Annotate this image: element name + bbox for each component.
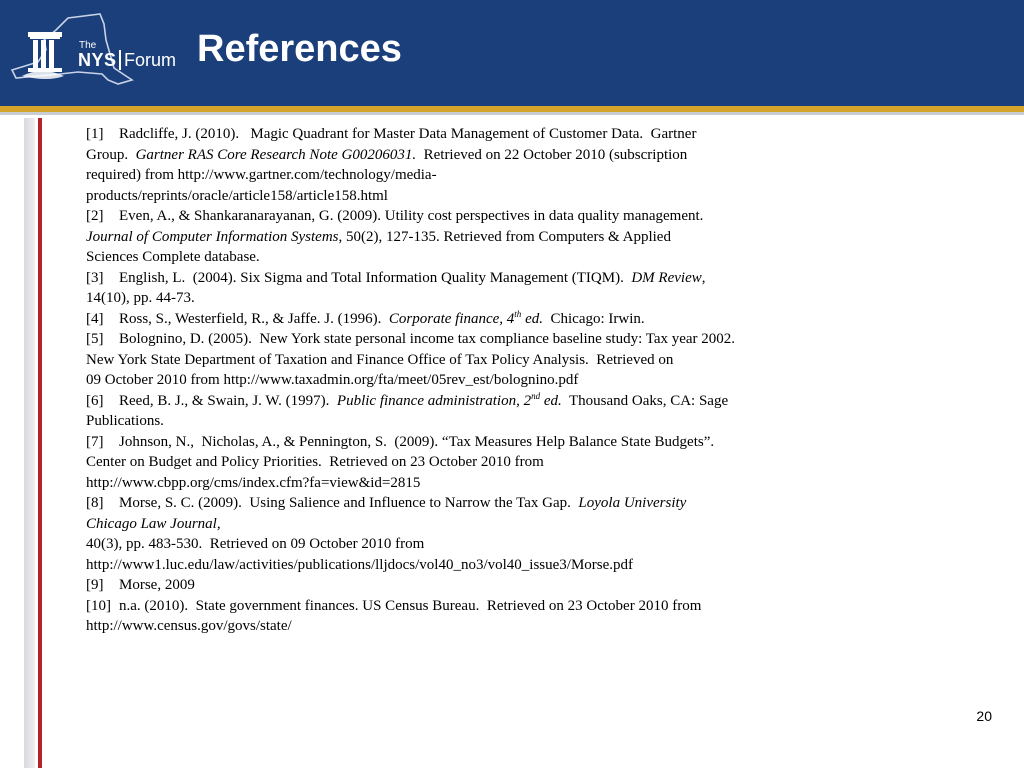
reference-text: Sciences Complete database. (86, 249, 260, 265)
reference-line (86, 514, 846, 535)
reference-line (86, 473, 846, 494)
reference-text: n.a. (2010). State government finances. US Census Bureau. Retrieved on 23 October 2010 from (119, 597, 702, 614)
reference-line (86, 616, 846, 637)
reference-text: Group. (86, 146, 136, 163)
reference-text: Morse, 2009 (119, 577, 195, 593)
reference-item (86, 309, 846, 330)
reference-italic-text: Loyola University (578, 495, 687, 511)
reference-italic-text: Journal of Computer Information Systems (86, 228, 339, 245)
reference-text: http://www.cbpp.org/cms/index.cfm?fa=view&id=2815 (86, 474, 421, 491)
reference-text: , (216, 515, 221, 532)
logo-text-the: The (79, 40, 97, 51)
reference-line (86, 165, 846, 186)
reference-line (86, 411, 846, 432)
reference-text: http://www1.luc.edu/law/activities/publications/lljdocs/vol40_no3/vol40_issue3/Morse.pdf (86, 556, 634, 573)
reference-text: 14(10), pp. 44-73. (86, 290, 195, 306)
reference-text: Chicago: Irwin. (542, 310, 645, 327)
reference-text: Even, A., & Shankaranarayanan, G. (2009). Utility cost perspectives in data quality management. (119, 208, 704, 224)
reference-item (86, 124, 846, 206)
reference-number: [3] (86, 269, 104, 286)
reference-text: Publications. (86, 413, 164, 429)
reference-line (86, 534, 846, 555)
reference-line (119, 270, 705, 286)
reference-line (119, 126, 696, 142)
reference-line (119, 390, 729, 409)
reference-line (86, 186, 846, 207)
reference-item (86, 268, 846, 309)
reference-text: Retrieved on 22 October 2010 (subscription (416, 146, 688, 163)
reference-italic-text: th (514, 308, 522, 319)
reference-text: required) from http://www.gartner.com/technology/media- (86, 167, 437, 183)
reference-text: 09 October 2010 from http://www.taxadmin.org/fta/meet/05rev_est/bolognino.pdf (86, 372, 579, 388)
reference-text: English, L. (2004). Six Sigma and Total Information Quality Management (TIQM). (119, 269, 632, 286)
reference-line (119, 577, 195, 593)
reference-item (86, 493, 846, 575)
reference-text: Morse, S. C. (2009). Using Salience and Influence to Narrow the Tax Gap. (119, 495, 579, 511)
reference-line (86, 452, 846, 473)
reference-text: Center on Budget and Policy Priorities. Retrieved on 23 October 2010 from (86, 454, 544, 470)
left-decor-bar (24, 118, 35, 768)
reference-italic-text: Public finance administration, 2 (336, 392, 532, 409)
reference-line (119, 434, 714, 450)
reference-line (119, 495, 686, 511)
reference-item (86, 329, 846, 391)
header-banner (0, 0, 1024, 106)
reference-text: , (701, 269, 706, 286)
reference-item (86, 596, 846, 637)
reference-text: Radcliffe, J. (2010). Magic Quadrant for Master Data Management of Customer Data. Gartner (119, 126, 697, 142)
reference-italic-text: ed. (540, 392, 562, 409)
reference-number: [5] (86, 331, 104, 347)
reference-line (119, 598, 701, 614)
reference-italic-text: Chicago Law Journal (86, 515, 217, 532)
reference-italic-text: Corporate finance, 4 (388, 310, 515, 327)
reference-number: [1] (86, 126, 104, 142)
reference-italic-text: Gartner RAS Core Research Note G00206031. (135, 146, 417, 163)
header-rule (0, 112, 1024, 115)
reference-text: http://www.census.gov/govs/state/ (86, 618, 292, 634)
reference-item (86, 206, 846, 268)
logo-divider (119, 50, 121, 70)
reference-number: [7] (86, 433, 104, 450)
left-red-rule (38, 118, 42, 768)
reference-line (86, 227, 846, 248)
reference-number: [6] (86, 392, 104, 409)
page-number: 20 (976, 708, 992, 724)
reference-line (86, 555, 846, 576)
reference-text: products/reprints/oracle/article158/article158.html (86, 187, 388, 204)
reference-line (86, 145, 846, 166)
reference-line (119, 208, 703, 224)
reference-line (119, 331, 735, 347)
reference-text: 40(3), pp. 483-530. Retrieved on 09 October 2010 from (86, 536, 425, 552)
reference-number: [9] (86, 577, 104, 593)
reference-text: Reed, B. J., & Swain, J. W. (1997). (119, 392, 337, 409)
reference-item (86, 391, 846, 432)
reference-text: Ross, S., Westerfield, R., & Jaffe. J. (1996). (119, 310, 389, 327)
reference-item (86, 575, 846, 596)
reference-number: [10] (86, 597, 111, 614)
reference-italic-text: nd (531, 390, 541, 401)
reference-text: New York State Department of Taxation and Finance Office of Tax Policy Analysis. Retrieved on (86, 351, 674, 368)
slide-title: References (197, 28, 402, 70)
reference-italic-text: ed. (521, 310, 543, 327)
reference-item (86, 432, 846, 494)
nys-forum-logo (8, 10, 178, 96)
references-list (86, 124, 846, 637)
reference-line (86, 370, 846, 391)
reference-line (119, 308, 645, 327)
reference-line (86, 350, 846, 371)
reference-text: Thousand Oaks, CA: Sage (561, 392, 729, 409)
reference-number: [8] (86, 495, 104, 511)
reference-number: [4] (86, 310, 104, 327)
reference-line (86, 247, 846, 268)
reference-italic-text: DM Review (631, 269, 702, 286)
reference-number: [2] (86, 208, 104, 224)
logo-text-forum: Forum (124, 50, 177, 70)
reference-text: Johnson, N., Nicholas, A., & Pennington, S. (2009). “Tax Measures Help Balance State Budgets”. (119, 433, 715, 450)
reference-line (86, 288, 846, 309)
reference-text: , 50(2), 127-135. Retrieved from Computers & Applied (338, 228, 671, 245)
reference-text: Bolognino, D. (2005). New York state personal income tax compliance baseline study: Tax year 2002. (119, 331, 736, 347)
logo-text-nys: NYS (78, 50, 117, 70)
